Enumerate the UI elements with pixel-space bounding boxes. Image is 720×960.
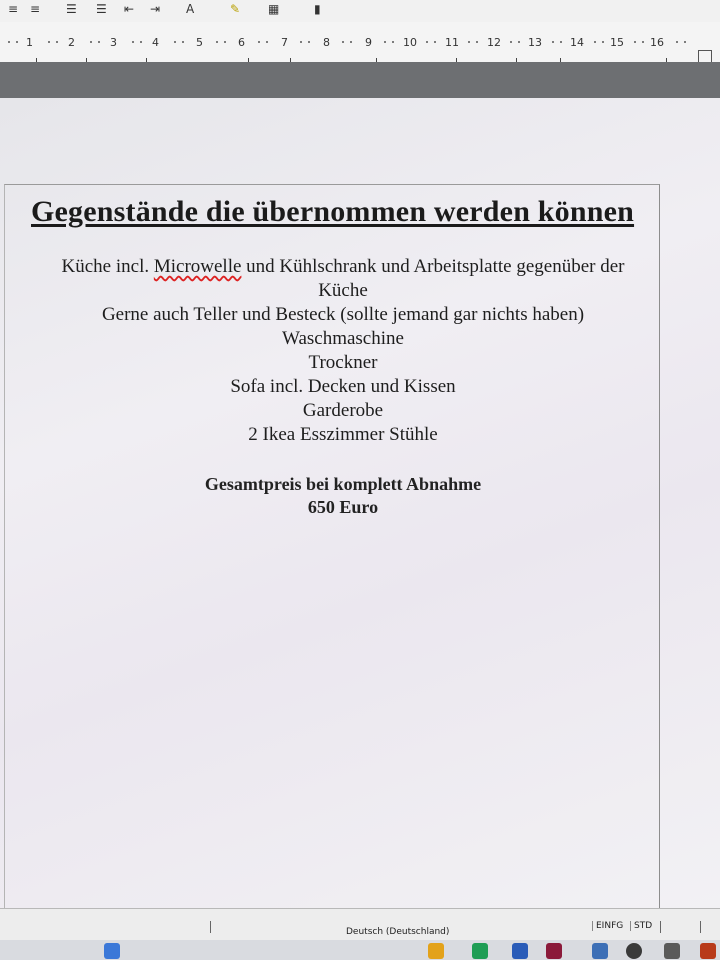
item-text: und Kühlschrank und Arbeitsplatte gegenüber der [241,256,625,277]
ruler-tick [300,41,302,43]
ruler-number: 9 [365,36,372,49]
ruler-number: 15 [610,36,624,49]
font-color-icon[interactable]: A [186,2,195,16]
align-icon[interactable]: ≡ [30,2,41,16]
item-text: 2 Ikea Esszimmer Stühle [248,424,438,445]
ruler-number: 14 [570,36,584,49]
ruler-tick [342,41,344,43]
item-text: Küche [318,280,368,301]
app-icon[interactable] [512,943,528,959]
border-icon[interactable]: ▦ [268,2,280,16]
status-divider [660,921,661,933]
ruler-number: 3 [110,36,117,49]
ruler[interactable] [0,22,720,63]
status-bar [0,908,720,941]
ruler-tick [308,41,310,43]
total-price: 650 Euro [307,497,379,517]
status-divider [210,921,211,933]
ruler-tick [392,41,394,43]
ruler-tick [560,41,562,43]
item-text: Küche incl. [61,256,154,277]
app-icon[interactable] [700,943,716,959]
item-text: Gerne auch Teller und Besteck (sollte jemand gar nichts haben) [101,304,585,325]
ruler-tick [56,41,58,43]
ruler-tick [634,41,636,43]
list-item [19,423,667,447]
scrollbar-handle-icon[interactable]: ▮ [314,2,321,16]
total-block [19,473,667,519]
document-page[interactable] [4,184,660,960]
ruler-tick [384,41,386,43]
ruler-number: 10 [403,36,417,49]
ruler-tick [216,41,218,43]
ruler-number: 5 [196,36,203,49]
item-text: Sofa incl. Decken und Kissen [230,376,456,397]
item-list [19,255,667,447]
calculator-icon[interactable] [664,943,680,959]
list-item [19,327,667,351]
highlight-icon[interactable]: ✎ [230,2,241,16]
ruler-tick [476,41,478,43]
folder-icon[interactable] [428,943,444,959]
ruler-tick [468,41,470,43]
ruler-tick [676,41,678,43]
item-text: Trockner [308,352,378,373]
ruler-tick [642,41,644,43]
status-divider [700,921,701,933]
ruler-number: 8 [323,36,330,49]
misspelled-word[interactable]: Microwelle [153,256,242,277]
app-icon[interactable] [472,943,488,959]
app-icon[interactable] [104,943,120,959]
ruler-tick [182,41,184,43]
list-icon[interactable]: ≡ [8,2,19,16]
ruler-tick [518,41,520,43]
ruler-number: 11 [445,36,459,49]
ruler-tick [684,41,686,43]
ruler-tick [510,41,512,43]
item-text: Waschmaschine [282,328,404,349]
ruler-tick [8,41,10,43]
ruler-number: 1 [26,36,33,49]
ruler-tick [594,41,596,43]
ruler-tick [350,41,352,43]
ruler-tick [434,41,436,43]
list-item [19,303,667,327]
ruler-tick [140,41,142,43]
ruler-number: 2 [68,36,75,49]
ruler-tick [16,41,18,43]
item-text: Garderobe [302,400,384,421]
ruler-tick [258,41,260,43]
ruler-tick [132,41,134,43]
ruler-number: 16 [650,36,664,49]
ruler-number: 4 [152,36,159,49]
mail-icon[interactable] [546,943,562,959]
ruler-number: 12 [487,36,501,49]
std-mode-indicator[interactable]: STD [630,921,652,931]
ruler-tick [90,41,92,43]
taskbar [0,940,720,960]
app-icon[interactable] [592,943,608,959]
ruler-tick [426,41,428,43]
indent-icon[interactable]: ☰ [96,2,107,16]
total-label: Gesamtpreis bei komplett Abnahme [204,474,482,494]
numbered-list-icon[interactable]: ☰ [66,2,77,16]
document-area [0,98,720,908]
ruler-tick [224,41,226,43]
list-item [19,279,667,303]
ruler-number: 7 [281,36,288,49]
list-item [19,351,667,375]
ruler-tick [174,41,176,43]
language-indicator[interactable]: Deutsch (Deutschland) [346,927,450,937]
list-item [19,399,667,423]
insert-mode-indicator[interactable]: EINFG [592,921,623,931]
ruler-tick [266,41,268,43]
toolbar [0,0,720,23]
increase-indent-icon[interactable]: ⇥ [150,2,161,16]
decrease-indent-icon[interactable]: ⇤ [124,2,135,16]
whatsapp-icon[interactable] [626,943,642,959]
ruler-tick [552,41,554,43]
document-heading: Gegenstände die übernommen werden können [31,195,635,228]
list-item [19,255,667,279]
list-item [19,375,667,399]
ruler-number: 13 [528,36,542,49]
ruler-tick [48,41,50,43]
ruler-tick [602,41,604,43]
ruler-number: 6 [238,36,245,49]
ruler-tick [98,41,100,43]
